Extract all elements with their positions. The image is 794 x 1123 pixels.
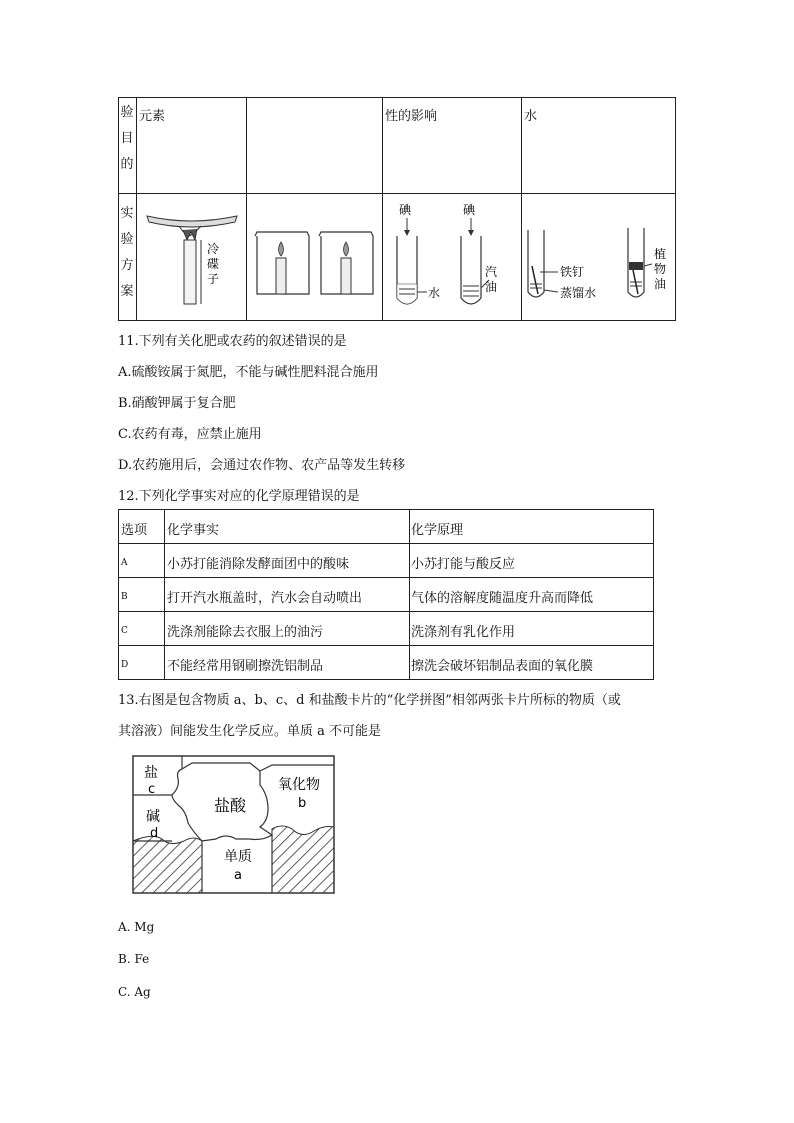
fig1-label: 子 [207, 272, 220, 286]
table-header: 化学事实 [167, 523, 220, 538]
label-char: 案 [120, 284, 134, 299]
option-a: A. Mg [118, 920, 155, 934]
question-11-stem: 11.下列有关化肥或农药的叙述错误的是 [118, 334, 347, 349]
cell-text: 水 [524, 109, 538, 124]
row-option: A [121, 558, 128, 568]
base-label: 碱 [146, 809, 160, 825]
table-divider [164, 510, 165, 679]
fig3-label: 汽 [485, 265, 498, 279]
fig4-label: 蒸馏水 [560, 286, 597, 300]
option-c: C.农药有毒，应禁止施用 [118, 427, 262, 442]
row-option: B [121, 592, 128, 602]
row-option: C [121, 626, 128, 636]
hcl-label: 盐酸 [214, 796, 247, 815]
table-divider [119, 543, 653, 544]
label-char: 的 [120, 157, 134, 172]
label-char: 方 [120, 258, 134, 273]
label-char: 验 [120, 105, 134, 120]
table-divider [521, 98, 522, 320]
iodine-test-tubes-figure [385, 196, 519, 319]
fig4-label: 物 [654, 262, 667, 276]
table-divider [409, 510, 410, 679]
oxide-letter: b [298, 796, 307, 811]
option-c: C. Ag [118, 985, 151, 999]
label-char: 验 [120, 232, 134, 247]
row-fact: 小苏打能消除发酵面团中的酸味 [167, 557, 350, 572]
option-b: B.硝酸钾属于复合肥 [118, 396, 236, 411]
table-divider [246, 98, 247, 320]
option-a: A.硫酸铵属于氮肥，不能与碱性肥料混合施用 [118, 365, 379, 380]
salt-label: 盐 [144, 765, 158, 781]
cold-dish-candle-figure [139, 196, 244, 319]
iron-nail-rust-figure [524, 196, 674, 319]
row-principle: 小苏打能与酸反应 [411, 557, 516, 572]
row-fact: 不能经常用钢刷擦洗铝制品 [167, 659, 324, 674]
row-principle: 气体的溶解度随温度升高而降低 [411, 591, 594, 606]
fig4-label: 油 [654, 277, 667, 291]
row-fact: 打开汽水瓶盖时，汽水会自动喷出 [167, 591, 363, 606]
element-label: 单质 [224, 849, 252, 865]
fig3-label: 碘 [399, 203, 412, 217]
table-header: 选项 [121, 523, 148, 538]
row-label-plan [119, 201, 135, 305]
row-principle: 洗涤剂有乳化作用 [411, 625, 516, 640]
experiment-table [118, 97, 676, 321]
fig1-label: 冷 [207, 242, 220, 256]
cell-text: 性的影响 [385, 109, 438, 124]
oxide-label: 氧化物 [278, 777, 320, 793]
row-fact: 洗涤剂能除去衣服上的油污 [167, 625, 324, 640]
beaker-candle-figure [249, 196, 379, 319]
fig3-label: 水 [428, 286, 441, 300]
fig3-label: 油 [485, 280, 498, 294]
row-option: D [121, 660, 129, 670]
table-divider [119, 193, 675, 194]
row-principle: 擦洗会破坏铝制品表面的氧化膜 [411, 659, 594, 674]
element-letter: a [234, 868, 242, 883]
option-b: B. Fe [118, 952, 150, 966]
cell-text: 元素 [139, 109, 166, 124]
label-char: 目 [120, 131, 134, 146]
question-12-stem: 12.下列化学事实对应的化学原理错误的是 [118, 489, 360, 504]
fig1-label: 碟 [207, 257, 220, 271]
option-d: D.农药施用后，会通过农作物、农产品等发生转移 [118, 458, 406, 473]
table-header: 化学原理 [411, 523, 464, 538]
fig4-label: 植 [654, 247, 667, 261]
row-label-purpose [119, 100, 135, 178]
salt-letter: c [148, 782, 156, 797]
table-divider [382, 98, 383, 320]
principle-table [118, 509, 654, 680]
question-13-stem-line1: 13.右图是包含物质 a、b、c、d 和盐酸卡片的“化学拼图”相邻两张卡片所标的物质（或 [118, 693, 621, 708]
table-divider [119, 645, 653, 646]
fig3-label: 碘 [463, 203, 476, 217]
fig4-label: 铁钉 [560, 265, 585, 279]
table-divider [136, 98, 137, 320]
chemistry-puzzle-figure [132, 755, 336, 895]
table-divider [119, 611, 653, 612]
table-divider [119, 577, 653, 578]
label-char: 实 [120, 206, 134, 221]
question-13-stem-line2: 其溶液）间能发生化学反应。单质 a 不可能是 [118, 724, 382, 739]
base-letter: d [150, 826, 159, 841]
